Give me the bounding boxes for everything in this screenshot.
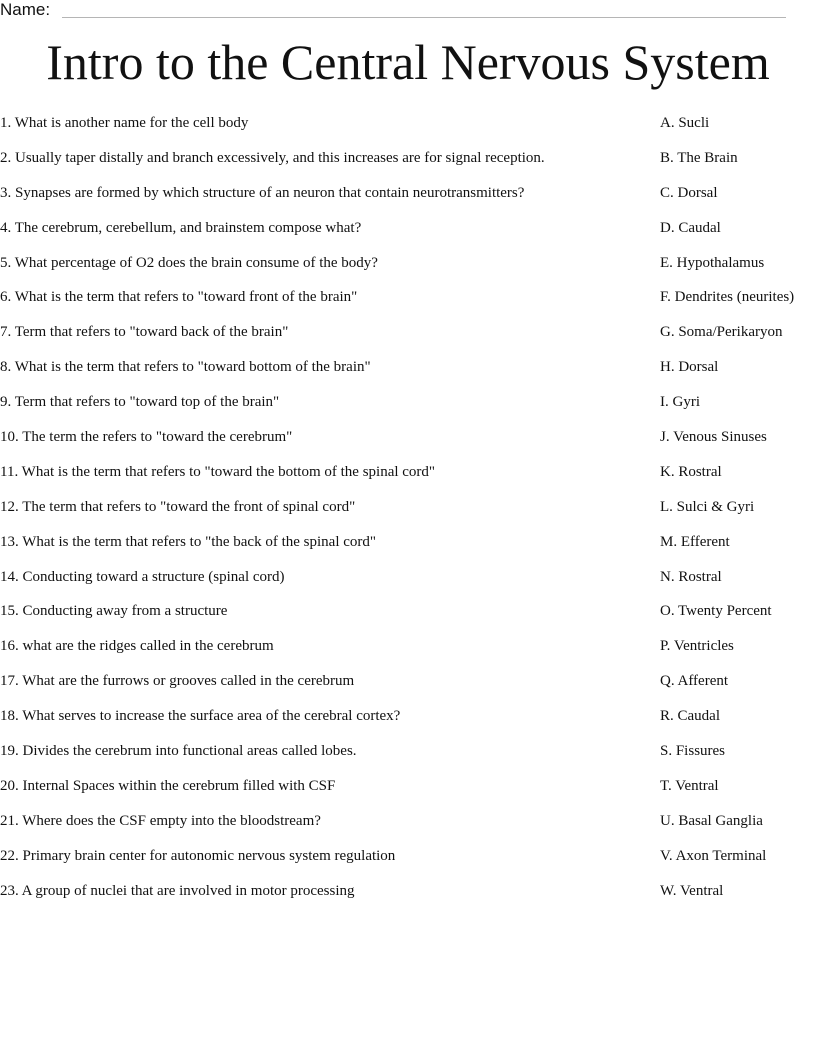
answer-option: R. Caudal	[660, 708, 720, 725]
matching-list	[0, 113, 816, 915]
answer-option: P. Ventricles	[660, 638, 734, 655]
matching-row	[0, 357, 816, 392]
answer-option: A. Sucli	[660, 115, 710, 131]
answer-option: D. Caudal	[660, 219, 721, 236]
name-field	[0, 0, 790, 22]
matching-row	[0, 392, 816, 427]
question-item: 7. Term that refers to "toward back of the brain"	[0, 324, 289, 341]
question-item: 4. The cerebrum, cerebellum, and brainstem compose what?	[0, 219, 362, 236]
answer-option: H. Dorsal	[660, 359, 719, 376]
question-item: 16. what are the ridges called in the cerebrum	[0, 638, 274, 655]
matching-row	[0, 148, 816, 183]
answer-option: I. Gyri	[660, 394, 700, 411]
question-item: 12. The term that refers to "toward the front of spinal cord"	[0, 498, 356, 515]
matching-row	[0, 253, 816, 288]
question-item: 2. Usually taper distally and branch excessively, and this increases are for signal reception.	[0, 149, 545, 166]
answer-option: Q. Afferent	[660, 673, 729, 690]
name-blank-line	[62, 17, 786, 18]
question-item: 6. What is the term that refers to "toward front of the brain"	[0, 289, 358, 306]
answer-option: K. Rostral	[660, 463, 722, 480]
matching-row	[0, 462, 816, 497]
question-item: 23. A group of nuclei that are involved in motor processing	[0, 882, 355, 899]
question-item: 14. Conducting toward a structure (spinal cord)	[0, 568, 285, 585]
answer-option: J. Venous Sinuses	[660, 429, 767, 446]
matching-row	[0, 636, 816, 671]
answer-option: B. The Brain	[660, 149, 738, 166]
question-item: 8. What is the term that refers to "toward bottom of the brain"	[0, 359, 371, 376]
matching-row	[0, 846, 816, 881]
name-label: Name:	[0, 0, 51, 19]
answer-option: W. Ventral	[660, 882, 724, 899]
question-item: 13. What is the term that refers to "the back of the spinal cord"	[0, 533, 377, 550]
matching-row	[0, 113, 816, 148]
matching-row	[0, 183, 816, 218]
answer-option: L. Sulci & Gyri	[660, 498, 755, 515]
answer-option: O. Twenty Percent	[660, 603, 772, 620]
question-item: 19. Divides the cerebrum into functional areas called lobes.	[0, 743, 357, 760]
matching-row	[0, 287, 816, 322]
matching-row	[0, 322, 816, 357]
question-item: 3. Synapses are formed by which structure of an neuron that contain neurotransmitters?	[0, 184, 525, 201]
question-item: 17. What are the furrows or grooves called in the cerebrum	[0, 673, 355, 690]
question-item: 9. Term that refers to "toward top of the brain"	[0, 394, 280, 411]
answer-option: C. Dorsal	[660, 184, 718, 201]
answer-option: S. Fissures	[660, 743, 726, 760]
answer-option: F. Dendrites (neurites)	[660, 289, 795, 306]
question-item: 11. What is the term that refers to "toward the bottom of the spinal cord"	[0, 463, 436, 480]
matching-row	[0, 532, 816, 567]
question-item: 15. Conducting away from a structure	[0, 603, 228, 620]
matching-row	[0, 881, 816, 916]
question-item: 20. Internal Spaces within the cerebrum filled with CSF	[0, 777, 336, 794]
answer-option: M. Efferent	[660, 533, 730, 550]
answer-option: E. Hypothalamus	[660, 254, 765, 271]
question-item: 1. What is another name for the cell body	[0, 115, 249, 131]
matching-row	[0, 811, 816, 846]
matching-row	[0, 567, 816, 602]
question-item: 10. The term the refers to "toward the cerebrum"	[0, 429, 293, 446]
question-item: 5. What percentage of O2 does the brain consume of the body?	[0, 254, 378, 271]
matching-row	[0, 671, 816, 706]
worksheet-title: Intro to the Central Nervous System	[46, 34, 770, 90]
answer-option: N. Rostral	[660, 568, 722, 585]
answer-option: U. Basal Ganglia	[660, 812, 763, 829]
matching-row	[0, 218, 816, 253]
matching-row	[0, 497, 816, 532]
answer-option: V. Axon Terminal	[660, 847, 767, 864]
question-item: 18. What serves to increase the surface area of the cerebral cortex?	[0, 708, 401, 725]
matching-row	[0, 706, 816, 741]
answer-option: T. Ventral	[660, 777, 719, 794]
question-item: 21. Where does the CSF empty into the bloodstream?	[0, 812, 321, 829]
question-item: 22. Primary brain center for autonomic nervous system regulation	[0, 847, 396, 864]
matching-row	[0, 741, 816, 776]
matching-row	[0, 427, 816, 462]
matching-row	[0, 776, 816, 811]
matching-row	[0, 601, 816, 636]
answer-option: G. Soma/Perikaryon	[660, 324, 783, 341]
